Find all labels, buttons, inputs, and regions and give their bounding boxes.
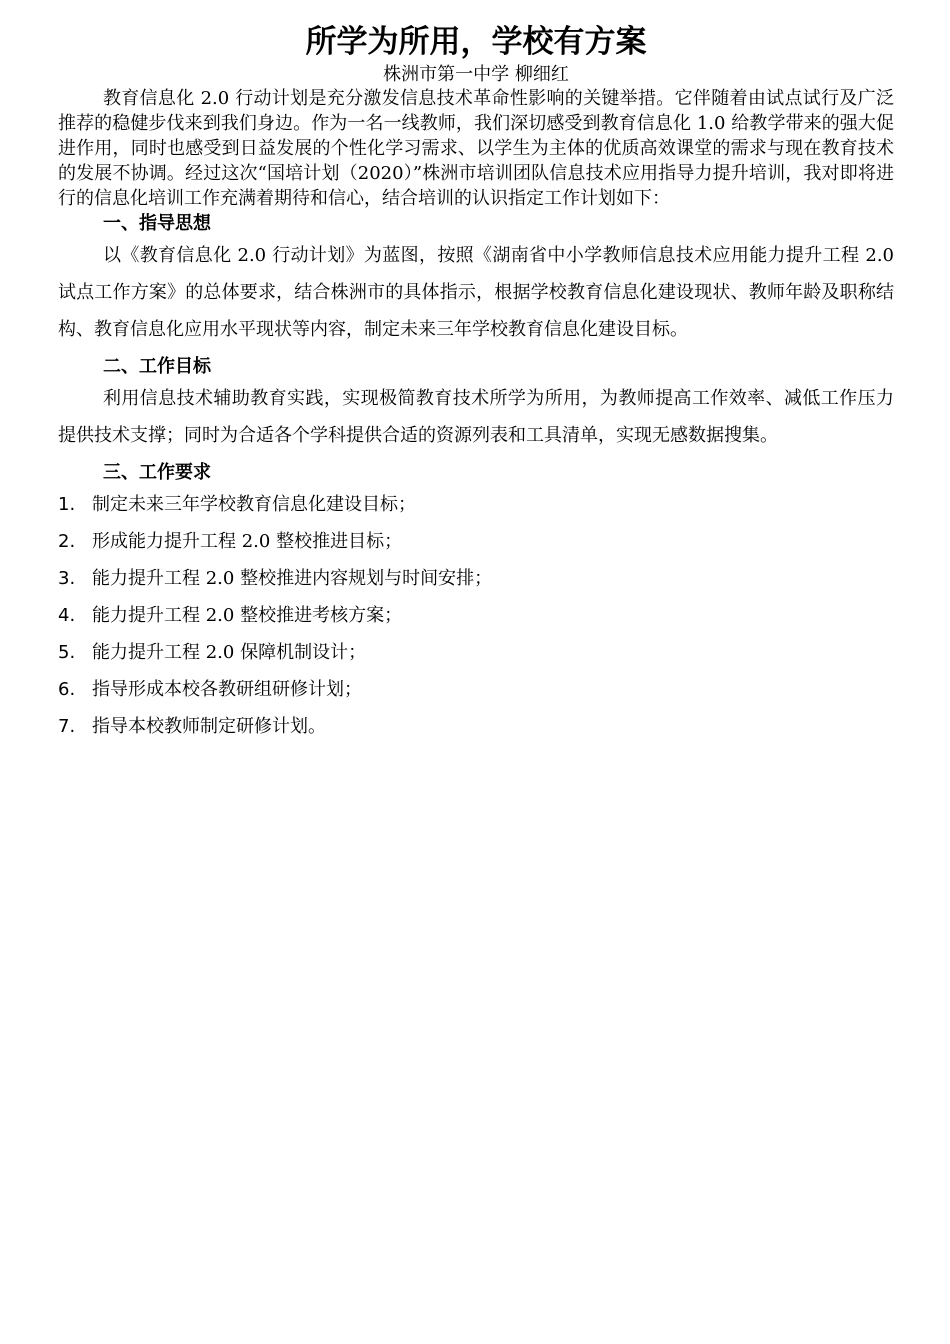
list-item <box>58 486 894 523</box>
section-heading-work-requirements: 三、工作要求 <box>103 462 211 483</box>
list-item-number: 2. <box>58 531 76 552</box>
list-item <box>58 671 894 708</box>
author-line: 株洲市第一中学 柳细红 <box>383 64 569 85</box>
list-item <box>58 560 894 597</box>
list-item-text: 指导本校教师制定研修计划。 <box>92 716 326 737</box>
document-title: 所学为所用，学校有方案 <box>305 24 647 60</box>
list-item-number: 3. <box>58 568 76 589</box>
list-item-text: 形成能力提升工程 2.0 整校推进目标； <box>92 531 403 552</box>
section-body-work-goals: 利用信息技术辅助教育实践，实现极简教育技术所学为所用，为教师提高工作效率、减低工作压力提供技术支撑；同时为合适各个学科提供合适的资源列表和工具清单，实现无感数据搜集。 <box>58 388 894 446</box>
list-item <box>58 634 894 671</box>
list-item-text: 指导形成本校各教研组研修计划； <box>92 679 362 700</box>
list-item-text: 能力提升工程 2.0 整校推进考核方案； <box>92 605 403 626</box>
section-heading-guiding-ideology: 一、指导思想 <box>103 213 211 234</box>
list-item-text: 能力提升工程 2.0 整校推进内容规划与时间安排； <box>92 568 493 589</box>
section-heading-work-goals: 二、工作目标 <box>103 356 211 377</box>
list-item <box>58 708 894 745</box>
list-item-text: 制定未来三年学校教育信息化建设目标； <box>92 494 416 515</box>
list-item-number: 4. <box>58 605 76 626</box>
document-page <box>58 20 894 745</box>
list-item <box>58 523 894 560</box>
list-item-number: 7. <box>58 716 76 737</box>
section-body-guiding-ideology: 以《教育信息化 2.0 行动计划》为蓝图，按照《湖南省中小学教师信息技术应用能力提升工程 2.0 试点工作方案》的总体要求，结合株洲市的具体指示，根据学校教育信息化建设现状、教师年龄及职称结构、教育信息化应用水平现状等内容，制定未来三年学校教育信息化建设目标。 <box>58 245 894 340</box>
list-item-number: 5. <box>58 642 76 663</box>
requirements-list <box>58 486 894 745</box>
list-item <box>58 597 894 634</box>
list-item-number: 1. <box>58 494 76 515</box>
list-item-text: 能力提升工程 2.0 保障机制设计； <box>92 642 367 663</box>
intro-paragraph: 教育信息化 2.0 行动计划是充分激发信息技术革命性影响的关键举措。它伴随着由试点试行及广泛推荐的稳健步伐来到我们身边。作为一名一线教师，我们深切感受到教育信息化 1.0 给教学带来的强大促进作用，同时也感受到日益发展的个性化学习需求、以学生为主体的优质高效课堂的需求与现在教育技术的发展不协调。经过这次“国培计划（2020）”株洲市培训团队信息技术应用指导力提升培训，我对即将进行的信息化培训工作充满着期待和信心，结合培训的认识指定工作计划如下： <box>58 88 894 209</box>
list-item-number: 6. <box>58 679 76 700</box>
